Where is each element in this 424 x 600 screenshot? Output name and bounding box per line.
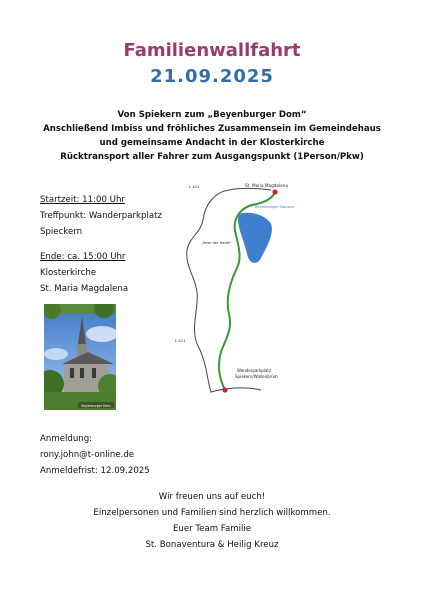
meeting-place: Spieckern bbox=[40, 227, 83, 237]
lake-label: Beyenburger Stausee bbox=[255, 205, 294, 209]
registration-email[interactable]: rony.john@t-online.de bbox=[40, 450, 135, 460]
description-line-4: Rücktransport aller Fahrer zum Ausgangspunkt (1Person/Pkw) bbox=[60, 152, 364, 162]
end-church: St. Maria Magdalena bbox=[40, 284, 129, 294]
destination-label: St. Maria Magdalena bbox=[245, 183, 288, 188]
destination-marker bbox=[272, 189, 277, 194]
start-time: Startzeit: 11:00 Uhr bbox=[40, 195, 125, 205]
church-photo bbox=[44, 304, 116, 410]
footer-line-2: Einzelpersonen und Familien sind herzlich willkommen. bbox=[93, 508, 331, 518]
registration-label: Anmeldung: bbox=[40, 434, 93, 444]
end-place: Klosterkirche bbox=[40, 268, 97, 278]
description-line-1: Von Spiekern zum „Beyenburger Dom“ bbox=[117, 110, 307, 120]
road-label-top: L 411 bbox=[189, 184, 200, 189]
photo-caption: Beyenburger Dom bbox=[81, 404, 111, 408]
footer-line-3: Euer Team Familie bbox=[172, 524, 252, 534]
footer-line-1: Wir freuen uns auf euch! bbox=[158, 492, 266, 502]
start-label-line1: Wanderparkplatz bbox=[237, 368, 272, 373]
start-label-line2: Spiekern/Wallenbrüm bbox=[235, 374, 278, 379]
event-date: 21.09.2025 bbox=[150, 66, 274, 87]
road-north bbox=[229, 189, 271, 191]
end-time: Ende: ca. 15:00 Uhr bbox=[40, 252, 126, 262]
waypoint-label: „Heer der Hardt“ bbox=[201, 241, 232, 245]
page-title: Familienwallfahrt bbox=[123, 40, 301, 61]
road-label-bottom: L 411 bbox=[175, 338, 186, 343]
description-line-3: und gemeinsame Andacht in der Klosterkirche bbox=[99, 138, 325, 148]
route-map bbox=[175, 180, 295, 400]
footer-line-4: St. Bonaventura & Heilig Kreuz bbox=[145, 540, 279, 550]
description-line-2: Anschließend Imbiss und fröhliches Zusammensein im Gemeindehaus bbox=[43, 124, 381, 134]
meeting-point: Treffpunkt: Wanderparkplatz bbox=[40, 211, 163, 221]
registration-deadline: Anmeldefrist: 12.09.2025 bbox=[40, 466, 150, 476]
stausee-lake bbox=[238, 213, 272, 263]
start-marker bbox=[222, 387, 227, 392]
